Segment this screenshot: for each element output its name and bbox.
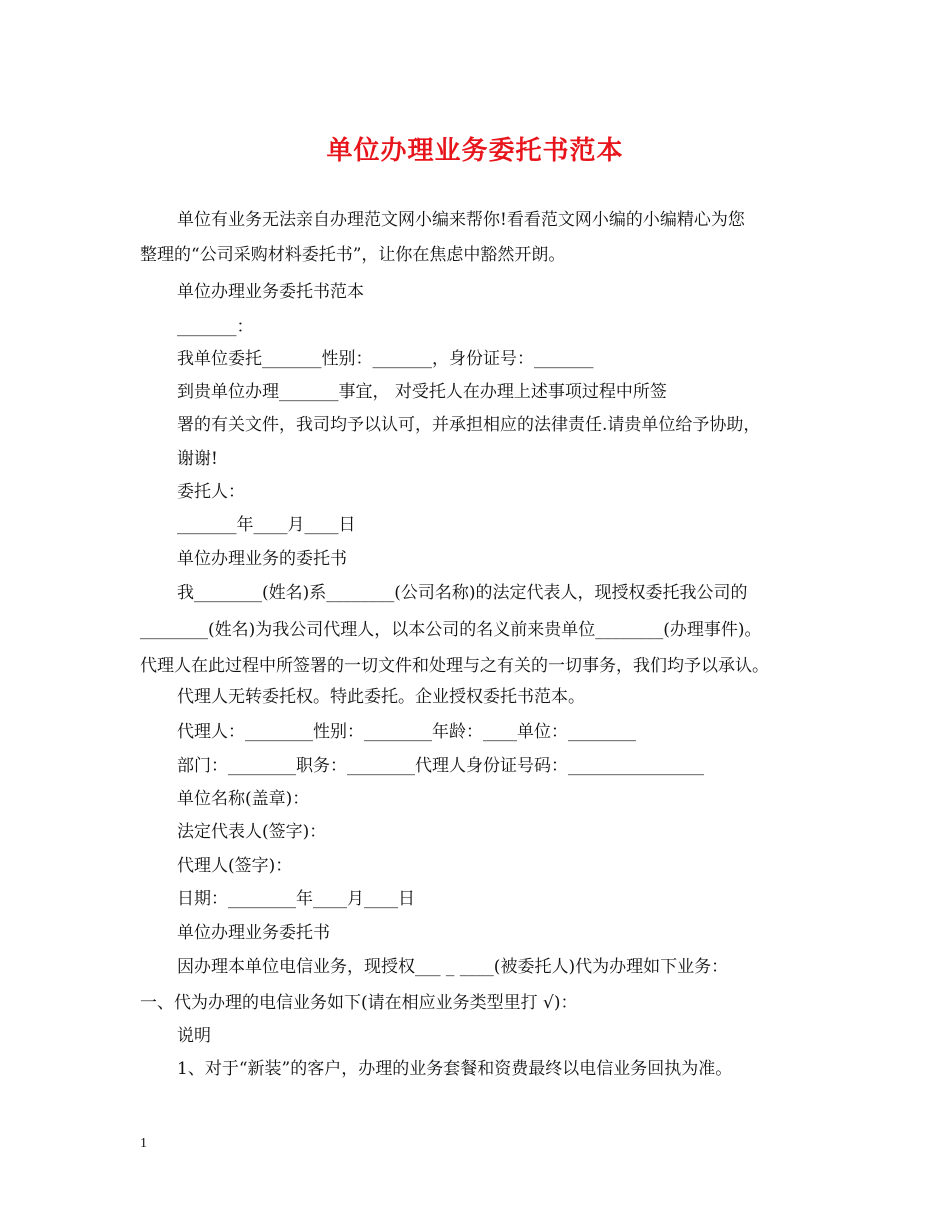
paragraph-line: 代理人无转委托权。特此委托。企业授权委托书范本。 [177,687,585,707]
paragraph-line: 我单位委托_______性别：_______，身份证号：_______ [177,349,594,369]
paragraph-line: 单位办理业务委托书范本 [177,282,364,302]
paragraph-line: 我________(姓名)系________(公司名称)的法定代表人，现授权委托我公司的 [177,583,748,603]
paragraph-line: 日期：________年____月____日 [177,889,415,909]
paragraph-line: 1、对于“新装”的客户，办理的业务套餐和资费最终以电信业务回执为准。 [177,1059,733,1079]
paragraph-line: _______： [177,317,254,337]
page-number: 1 [140,1136,147,1151]
paragraph-line: 单位有业务无法亲自办理范文网小编来帮你!看看范文网小编的小编精心为您 [177,210,745,230]
paragraph-line: 单位办理业务的委托书 [177,549,347,569]
paragraph-line: 代理人：________性别：________年龄：____单位：________ [177,722,636,742]
paragraph-line: 委托人： [177,482,245,502]
paragraph-line: 到贵单位办理_______事宜， 对受托人在办理上述事项过程中所签 [177,382,667,402]
paragraph-line: 一、代为办理的电信业务如下(请在相应业务类型里打 √)： [140,993,578,1013]
paragraph-line: _______年____月____日 [177,515,356,535]
paragraph-line: 署的有关文件，我司均予以认可，并承担相应的法律责任.请贵单位给予协助， [177,415,761,435]
document-title: 单位办理业务委托书范本 [326,136,624,166]
paragraph-line: 单位办理业务委托书 [177,923,330,943]
paragraph-line: 代理人(签字)： [177,856,293,876]
paragraph-line: 部门：________职务：________代理人身份证号码：________________ [177,756,704,776]
paragraph-line: 整理的“公司采购材料委托书”，让你在焦虑中豁然开朗。 [140,245,566,265]
paragraph-line: 代理人在此过程中所签署的一切文件和处理与之有关的一切事务，我们均予以承认。 [140,656,769,676]
paragraph-line: 单位名称(盖章)： [177,789,310,809]
paragraph-line: 说明 [177,1026,211,1046]
paragraph-line: 谢谢! [177,449,218,469]
paragraph-line: ________(姓名)为我公司代理人，以本公司的名义前来贵单位________(办理事件)。 [140,620,762,640]
paragraph-line: 因办理本单位电信业务，现授权___ _ ____(被委托人)代为办理如下业务： [177,957,729,977]
paragraph-line: 法定代表人(签字)： [177,822,327,842]
